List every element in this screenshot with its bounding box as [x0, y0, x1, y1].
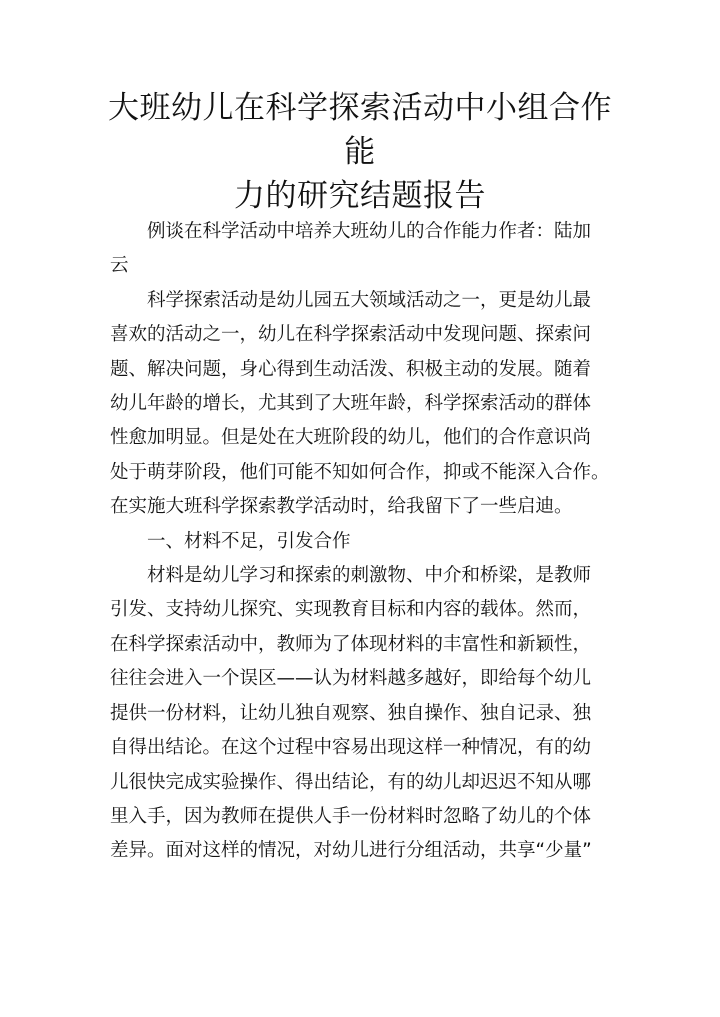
- text-line: 引发、支持幼儿探究、实现教育目标和内容的载体。然而，: [110, 599, 592, 621]
- paragraph-intro: [110, 284, 615, 525]
- text-line: 喜欢的活动之一，幼儿在科学探索活动中发现问题、探索问: [110, 324, 592, 346]
- text-line: 科学探索活动是幼儿园五大领域活动之一，更是幼儿最: [147, 289, 592, 311]
- text-line: 例谈在科学活动中培养大班幼儿的合作能力作者：陆加: [147, 221, 592, 242]
- paragraph-byline: [110, 215, 615, 284]
- text-line: 题、解决问题，身心得到生动活泼、积极主动的发展。随着: [110, 358, 592, 380]
- text-line: 儿很快完成实验操作、得出结论，有的幼儿却迟迟不知从哪: [110, 771, 592, 793]
- text-line: 往往会进入一个误区——认为材料越多越好，即给每个幼儿: [110, 668, 592, 690]
- title-line: 大班幼儿在科学探索活动中小组合作能: [108, 90, 612, 170]
- text-line: 里入手，因为教师在提供人手一份材料时忽略了幼儿的个体: [110, 805, 592, 827]
- text-line: 性愈加明显。但是处在大班阶段的幼儿，他们的合作意识尚: [110, 427, 592, 449]
- text-line: 提供一份材料，让幼儿独自观察、独自操作、独自记录、独: [110, 702, 592, 724]
- text-line: 处于萌芽阶段，他们可能不知如何合作，抑或不能深入合作。: [110, 461, 610, 483]
- text-line: 差异。面对这样的情况，对幼儿进行分组活动，共享“少量”: [110, 840, 592, 862]
- text-line: 一、材料不足，引发合作: [147, 530, 351, 552]
- text-line: 幼儿年龄的增长，尤其到了大班年龄，科学探索活动的群体: [110, 393, 592, 415]
- document-body: [110, 215, 615, 869]
- document-title: [100, 86, 620, 218]
- text-line: 在科学探索活动中，教师为了体现材料的丰富性和新颖性，: [110, 633, 592, 655]
- section-heading: [110, 525, 615, 559]
- paragraph-materials: [110, 559, 615, 869]
- text-line: 云: [110, 255, 129, 277]
- title-line: 力的研究结题报告: [234, 178, 486, 214]
- text-line: 自得出结论。在这个过程中容易出现这样一种情况，有的幼: [110, 737, 592, 759]
- text-line: 在实施大班科学探索教学活动时，给我留下了一些启迪。: [110, 496, 573, 518]
- text-line: 材料是幼儿学习和探索的刺激物、中介和桥梁，是教师: [147, 565, 592, 587]
